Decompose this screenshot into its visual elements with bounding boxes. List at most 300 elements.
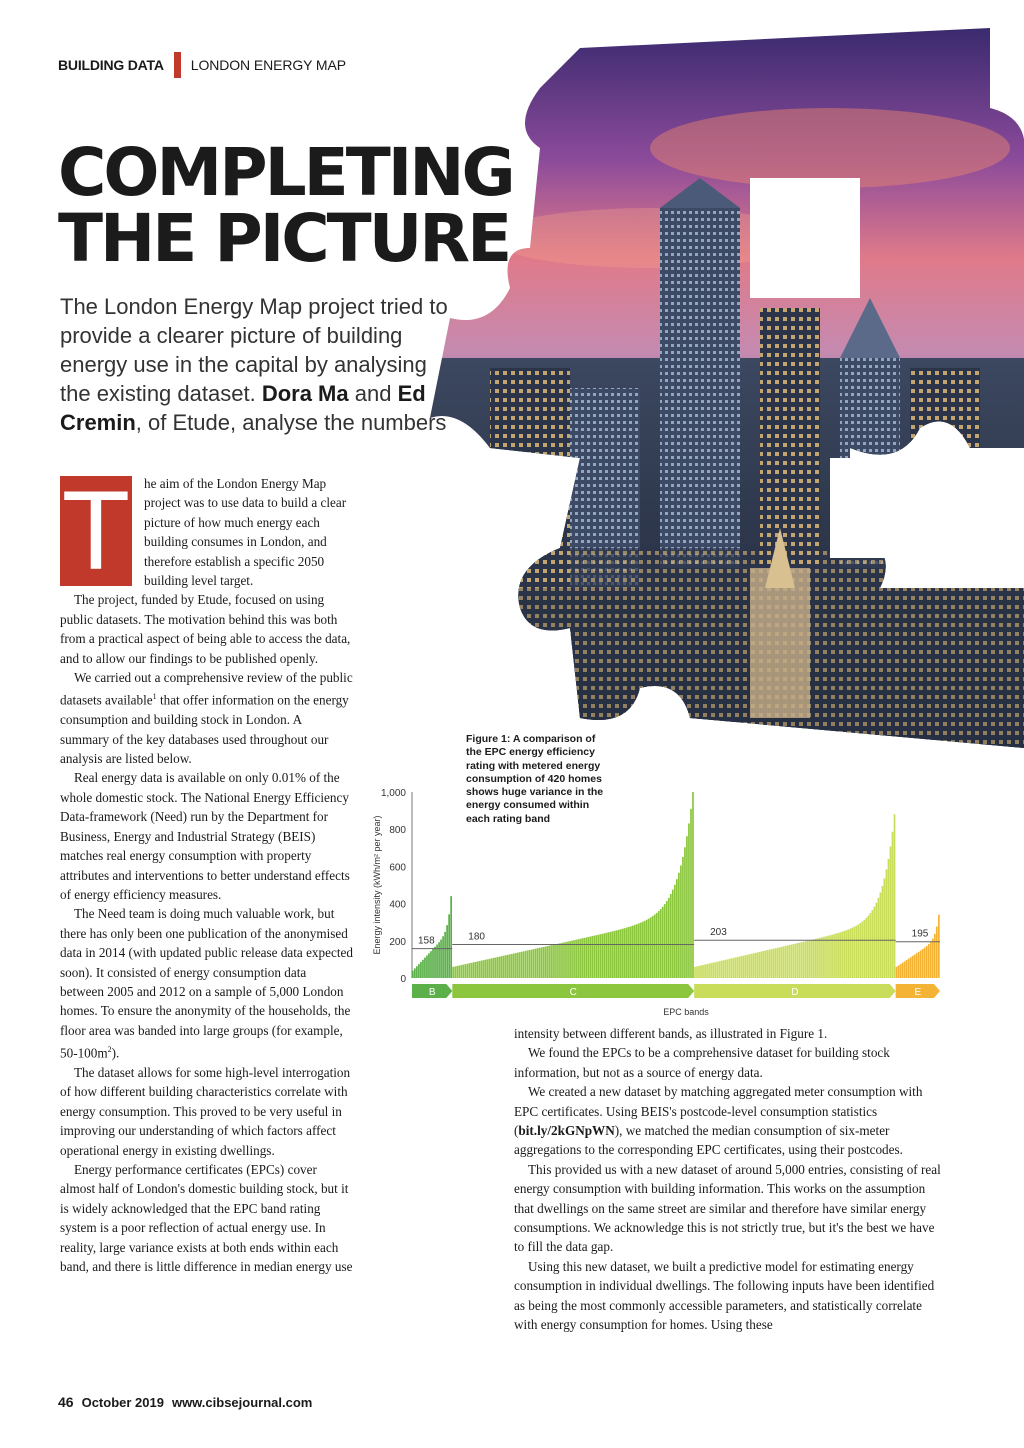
body-column-1 — [60, 468, 353, 1276]
bar-d — [708, 964, 710, 978]
median-label-b: 158 — [418, 935, 435, 947]
bar-d — [769, 950, 771, 978]
bar-c — [485, 960, 487, 978]
y-axis-label: Energy intensity (kWh/m² per year) — [372, 815, 382, 955]
bar-c — [472, 962, 474, 978]
y-tick-label: 1,000 — [380, 788, 406, 799]
standfirst-and: and — [354, 381, 392, 406]
bar-c — [525, 951, 527, 978]
bar-c — [678, 873, 680, 978]
bar-d — [873, 907, 875, 978]
bar-c — [521, 952, 523, 978]
bar-c — [589, 937, 591, 978]
bar-d — [781, 947, 783, 978]
bar-c — [519, 952, 521, 978]
bar-c — [569, 941, 571, 978]
paragraph-11: This provided us with a new dataset of around 5,000 entries, consisting of real energy consumption with building information. This works on the assumption that dwellings on the same street are similar and therefore have similar energy consumptions. We acknowledge this is not strictly true, but it's the best we have to fill the data gap. — [514, 1161, 941, 1255]
superscript-2: 2 — [107, 1045, 112, 1055]
bar-d — [884, 878, 886, 978]
bar-d — [894, 814, 896, 978]
bar-e — [936, 927, 938, 978]
bar-c — [505, 955, 507, 978]
bar-d — [696, 966, 698, 978]
bar-b — [412, 971, 414, 978]
bar-c — [483, 960, 485, 978]
bar-d — [775, 948, 777, 978]
bar-c — [491, 958, 493, 978]
body-column-2 — [514, 1024, 942, 1335]
bar-d — [886, 869, 888, 978]
bar-e — [932, 939, 934, 978]
journal-url[interactable]: www.cibsejournal.com — [171, 1395, 313, 1410]
bar-c — [466, 964, 468, 978]
bar-c — [452, 967, 454, 978]
bar-c — [620, 929, 622, 978]
bar-c — [507, 955, 509, 978]
bar-d — [765, 951, 767, 978]
bar-c — [662, 907, 664, 978]
bar-d — [755, 953, 757, 978]
bar-c — [553, 945, 555, 978]
bar-d — [841, 932, 843, 978]
bar-d — [845, 930, 847, 978]
band-label-c: C — [569, 987, 577, 998]
bar-d — [823, 937, 825, 978]
bar-c — [559, 943, 561, 978]
bar-d — [813, 939, 815, 978]
standfirst — [60, 292, 450, 437]
bar-d — [745, 955, 747, 978]
bar-d — [785, 946, 787, 978]
bar-c — [458, 966, 460, 978]
bar-d — [817, 938, 819, 978]
bar-d — [753, 953, 755, 978]
bar-c — [541, 947, 543, 978]
bar-d — [761, 951, 763, 978]
bar-b — [450, 896, 452, 978]
bar-d — [871, 910, 873, 978]
bar-c — [513, 954, 515, 978]
bar-d — [732, 958, 734, 978]
median-label-d: 203 — [710, 927, 727, 939]
paragraph-6: The dataset allows for some high-level interrogation of how different building characteristics correlate with energy consumption. This proved to be very useful in improving our understanding of which factors affect operational energy in existing dwellings. — [60, 1064, 351, 1158]
bar-d — [789, 945, 791, 978]
bar-c — [487, 959, 489, 978]
bar-b — [424, 958, 426, 978]
bar-d — [706, 964, 708, 978]
bitly-link[interactable]: bit.ly/2kGNpWN — [518, 1123, 615, 1139]
bar-c — [628, 927, 630, 978]
issue-date: October 2019 — [81, 1395, 164, 1410]
bar-b — [444, 932, 446, 978]
bar-b — [430, 951, 432, 978]
bar-c — [585, 937, 587, 978]
bar-c — [565, 942, 567, 978]
bar-c — [674, 885, 676, 978]
bar-e — [896, 967, 898, 978]
figure-caption: Figure 1: A comparison of the EPC energy efficiency rating with metered energy consumption of 420 homes shows huge variance in the energy consumed within each rating band — [466, 733, 604, 825]
bar-c — [470, 963, 472, 978]
bar-c — [593, 936, 595, 978]
bar-c — [555, 944, 557, 978]
paragraph-10 — [514, 1082, 942, 1160]
bar-e — [910, 957, 912, 978]
bar-c — [575, 940, 577, 978]
bar-d — [855, 926, 857, 978]
bar-c — [481, 961, 483, 978]
y-tick-label: 800 — [389, 825, 406, 837]
bar-c — [622, 929, 624, 978]
bar-d — [702, 965, 704, 978]
bar-d — [811, 940, 813, 978]
bar-d — [736, 957, 738, 978]
bar-e — [906, 960, 908, 978]
bar-c — [630, 926, 632, 978]
bar-e — [908, 959, 910, 978]
bar-c — [454, 966, 456, 978]
bar-e — [914, 955, 916, 978]
page-footer — [58, 1394, 312, 1410]
bar-d — [799, 943, 801, 978]
bar-c — [583, 938, 585, 978]
median-label-e: 195 — [911, 928, 929, 940]
bar-c — [515, 953, 517, 978]
bar-b — [440, 940, 442, 978]
bar-c — [468, 963, 470, 978]
bar-c — [642, 922, 644, 978]
drop-cap: T — [61, 468, 131, 593]
bar-c — [509, 954, 511, 978]
bar-d — [880, 892, 882, 978]
bar-d — [791, 944, 793, 978]
bar-c — [648, 919, 650, 978]
bar-c — [591, 936, 593, 978]
bar-b — [434, 947, 436, 978]
bar-d — [763, 951, 765, 978]
bar-d — [807, 941, 809, 978]
bar-c — [537, 948, 539, 978]
author-1: Dora Ma — [261, 381, 349, 406]
bar-c — [497, 957, 499, 978]
y-tick-label: 0 — [400, 974, 406, 985]
bar-d — [751, 954, 753, 978]
bar-c — [626, 928, 628, 978]
bar-c — [561, 943, 563, 978]
bar-b — [414, 968, 416, 978]
paragraph-3-a: We carried out a comprehensive review of the public datasets available — [60, 670, 353, 708]
bar-d — [851, 928, 853, 978]
bar-c — [599, 934, 601, 978]
epc-energy-chart — [360, 780, 960, 1020]
bar-d — [839, 932, 841, 978]
bar-c — [672, 890, 674, 978]
bar-c — [535, 949, 537, 978]
paragraph-9: We found the EPCs to be a comprehensive dataset for building stock information, but not as a source of energy data. — [514, 1045, 890, 1080]
bar-d — [730, 958, 732, 978]
bar-e — [930, 942, 932, 978]
bar-c — [597, 935, 599, 978]
bar-c — [573, 940, 575, 978]
bar-c — [664, 904, 666, 978]
bar-c — [640, 923, 642, 978]
bar-c — [656, 913, 658, 978]
paragraph-4: Real energy data is available on only 0.01% of the whole domestic stock. The National Energy Efficiency Data-framework (Need) run by the Department for Business, Energy and Industrial Strategy (BEIS) matches real energy consumption with property attributes and interventions to better understand effects of energy efficiency measures. — [60, 770, 350, 902]
bar-d — [771, 949, 773, 978]
author-2: Ed Cremin — [60, 381, 426, 435]
bar-c — [499, 957, 501, 978]
bar-d — [718, 961, 720, 978]
bar-d — [712, 963, 714, 978]
bar-c — [652, 916, 654, 978]
bar-c — [680, 865, 682, 978]
bar-c — [563, 942, 565, 978]
bar-e — [928, 944, 930, 978]
bar-c — [607, 932, 609, 978]
bar-d — [698, 966, 700, 978]
bar-d — [805, 941, 807, 978]
bar-d — [716, 962, 718, 978]
bar-d — [869, 913, 871, 978]
bar-c — [587, 937, 589, 978]
bar-c — [601, 934, 603, 978]
bar-d — [888, 859, 890, 978]
paragraph-3-b: that offer information on the energy consumption and building stock in London. A summary of the key databases used throughout our analysis are listed below. — [60, 692, 349, 767]
paragraph-1: he aim of the London Energy Map project was to use data to build a clear picture of how much energy each building consumes in London, and therefore establish a specific 2050 building level target. — [144, 476, 347, 589]
bar-d — [827, 936, 829, 978]
bar-b — [420, 962, 422, 978]
bar-d — [700, 965, 702, 978]
bar-d — [863, 920, 865, 978]
bar-d — [720, 961, 722, 978]
bar-c — [533, 949, 535, 978]
bar-c — [646, 920, 648, 978]
bar-c — [684, 847, 686, 978]
bar-c — [624, 928, 626, 978]
bar-b — [438, 942, 440, 978]
bar-c — [603, 933, 605, 978]
bar-c — [539, 948, 541, 978]
bar-e — [924, 948, 926, 978]
bar-b — [432, 949, 434, 978]
bar-c — [660, 909, 662, 978]
y-tick-label: 400 — [389, 899, 406, 911]
page-number: 46 — [58, 1394, 74, 1410]
bar-c — [557, 944, 559, 978]
bar-d — [714, 962, 716, 978]
bar-d — [759, 952, 761, 978]
section-header — [58, 52, 346, 78]
bar-d — [825, 936, 827, 978]
bar-c — [511, 954, 513, 978]
bar-d — [859, 923, 861, 978]
bar-c — [690, 809, 692, 978]
bar-d — [837, 933, 839, 978]
footnote-ref-1: 1 — [152, 692, 157, 702]
bar-c — [609, 932, 611, 978]
bar-d — [857, 924, 859, 978]
bar-b — [418, 964, 420, 978]
bar-c — [479, 961, 481, 978]
bar-d — [747, 955, 749, 978]
bar-c — [523, 951, 525, 978]
bar-e — [912, 956, 914, 978]
bar-c — [567, 942, 569, 978]
bar-c — [605, 933, 607, 978]
bar-d — [843, 931, 845, 978]
bar-d — [865, 918, 867, 978]
bar-e — [922, 949, 924, 978]
paragraph-10-b: ), we matched the median consumption of six-meter aggregations to the corresponding EPC certificates, using their postcodes. — [514, 1123, 903, 1158]
bar-e — [926, 946, 928, 978]
bar-d — [821, 937, 823, 978]
topic-label: LONDON ENERGY MAP — [190, 57, 346, 73]
bar-c — [495, 958, 497, 978]
bar-d — [819, 938, 821, 978]
standfirst-intro: The London Energy Map project tried to provide a clearer picture of building energy use in the capital by analysing the existing dataset. — [60, 294, 448, 406]
bar-c — [577, 939, 579, 978]
paragraph-8: intensity between different bands, as illustrated in Figure 1. — [514, 1026, 828, 1041]
bar-d — [767, 950, 769, 978]
bar-d — [849, 929, 851, 978]
bar-c — [531, 950, 533, 978]
bar-c — [529, 950, 531, 978]
bar-d — [773, 949, 775, 978]
bar-d — [892, 832, 894, 978]
bar-d — [829, 935, 831, 978]
bar-d — [777, 948, 779, 978]
standfirst-outro: , of Etude, analyse the numbers — [135, 410, 447, 435]
bar-b — [426, 955, 428, 978]
title-line-2: THE PICTURE — [58, 200, 510, 277]
bar-e — [900, 964, 902, 978]
bar-d — [779, 947, 781, 978]
bar-c — [489, 959, 491, 978]
bar-c — [670, 894, 672, 978]
paragraph-3 — [60, 668, 353, 768]
bar-e — [916, 953, 918, 978]
bar-c — [551, 945, 553, 978]
bar-d — [694, 967, 696, 978]
bar-c — [634, 925, 636, 978]
paragraph-2: The project, funded by Etude, focused on using public datasets. The motivation behind this was both from a practical aspect of being able to access the data, and to allow our findings to be published openly. — [60, 592, 351, 666]
bar-d — [867, 916, 869, 978]
bar-c — [650, 917, 652, 978]
paragraph-10-a: We created a new dataset by matching aggregated meter consumption with EPC certificates. Using BEIS's postcode-level consumption statistics ( — [514, 1084, 923, 1139]
bar-d — [757, 952, 759, 978]
band-label-d: D — [791, 987, 799, 998]
median-label-c: 180 — [468, 931, 485, 943]
bar-c — [682, 857, 684, 978]
bar-c — [501, 956, 503, 978]
london-skyline-puzzle-image — [430, 28, 1024, 748]
bar-c — [676, 879, 678, 978]
bar-d — [704, 965, 706, 978]
bar-b — [448, 914, 450, 978]
bar-d — [801, 942, 803, 978]
bar-d — [878, 898, 880, 978]
bar-d — [734, 958, 736, 978]
bar-c — [688, 823, 690, 978]
bar-d — [815, 939, 817, 978]
bar-c — [464, 964, 466, 978]
bar-c — [686, 836, 688, 978]
bar-c — [545, 946, 547, 978]
bar-d — [710, 963, 712, 978]
bar-c — [666, 901, 668, 978]
bar-b — [446, 925, 448, 978]
bar-d — [749, 954, 751, 978]
bar-d — [787, 945, 789, 978]
bar-d — [740, 956, 742, 978]
y-tick-label: 200 — [389, 936, 406, 948]
bar-c — [527, 950, 529, 978]
bar-c — [654, 915, 656, 978]
bar-c — [614, 931, 616, 978]
bar-d — [797, 943, 799, 978]
bar-c — [547, 946, 549, 978]
bar-c — [612, 931, 614, 978]
bar-e — [934, 934, 936, 978]
bar-c — [503, 956, 505, 978]
header-divider — [174, 52, 181, 78]
bar-e — [904, 961, 906, 978]
bar-e — [898, 965, 900, 978]
bar-c — [644, 921, 646, 978]
article-title — [58, 134, 578, 277]
bar-c — [474, 962, 476, 978]
y-tick-label: 600 — [389, 862, 406, 874]
bar-d — [809, 940, 811, 978]
bar-c — [517, 953, 519, 978]
bar-c — [692, 792, 694, 978]
bar-d — [728, 959, 730, 978]
bar-d — [847, 929, 849, 978]
bar-c — [571, 941, 573, 978]
bar-c — [543, 947, 545, 978]
bar-c — [549, 946, 551, 978]
bar-e — [902, 963, 904, 978]
bar-d — [831, 935, 833, 978]
bar-d — [793, 944, 795, 978]
paragraph-5-a: The Need team is doing much valuable work, but there has only been one publication of the anonymised data in 2014 (with updated public release data expected soon). It consisted of energy consumption data between 2005 and 2012 on a sample of 5,000 London homes. To ensure the anonymity of the households, the floor area was banded into large groups (for example, 50-100m — [60, 906, 353, 1061]
bar-b — [416, 966, 418, 978]
bar-d — [724, 960, 726, 978]
bar-c — [595, 935, 597, 978]
bar-d — [803, 942, 805, 978]
bar-b — [422, 960, 424, 978]
band-label-b: B — [428, 987, 436, 998]
bar-d — [726, 959, 728, 978]
paragraph-12: Using this new dataset, we built a predictive model for estimating energy consumption in individual dwellings. The following inputs have been identified as being the most commonly accessible parameters, and statistically correlate with energy consumption for homes. Using these — [514, 1258, 935, 1333]
bar-d — [738, 957, 740, 978]
bar-c — [668, 898, 670, 978]
bar-d — [783, 946, 785, 978]
bar-c — [618, 930, 620, 978]
band-label-e: E — [914, 987, 922, 998]
bar-c — [456, 966, 458, 978]
bar-d — [853, 927, 855, 978]
bar-e — [918, 952, 920, 978]
bar-e — [938, 915, 940, 978]
paragraph-5-b: ). — [111, 1045, 120, 1061]
bar-d — [861, 922, 863, 978]
bar-d — [882, 886, 884, 978]
bar-d — [743, 956, 745, 978]
bar-c — [476, 962, 478, 978]
bar-c — [616, 930, 618, 978]
bar-c — [638, 924, 640, 978]
x-axis-label: EPC bands — [663, 1007, 709, 1017]
